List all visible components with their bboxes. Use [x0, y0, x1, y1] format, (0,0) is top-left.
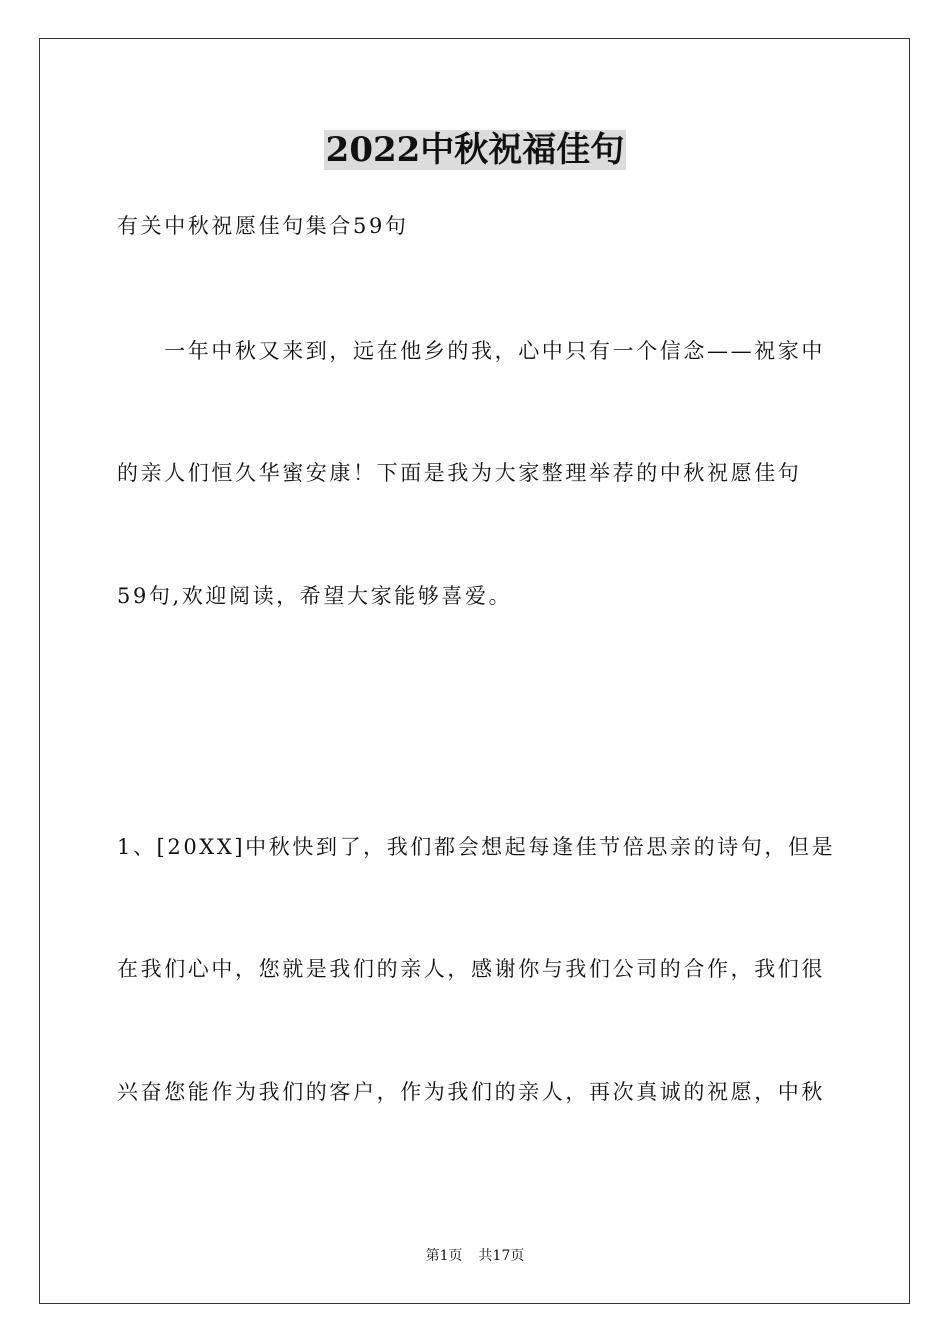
- body-line-3: 59句,欢迎阅读，希望大家能够喜爱。: [117, 584, 513, 608]
- subtitle-line: 有关中秋祝愿佳句集合59句: [117, 214, 409, 238]
- body-line-4: 1、[20XX]中秋快到了，我们都会想起每逢佳节倍思亲的诗句，但是: [117, 835, 836, 859]
- body-line-6: 兴奋您能作为我们的客户，作为我们的亲人，再次真诚的祝愿，中秋: [117, 1080, 825, 1104]
- page-number: 第1页: [425, 1248, 463, 1264]
- document-title-text: 2022中秋祝福佳句: [325, 130, 625, 170]
- page-footer: [0, 1246, 950, 1266]
- body-line-2: 的亲人们恒久华蜜安康！下面是我为大家整理举荐的中秋祝愿佳句: [117, 461, 802, 485]
- body-line-5: 在我们心中，您就是我们的亲人，感谢你与我们公司的合作，我们很: [117, 957, 825, 981]
- document-title: [0, 128, 950, 172]
- page-total: 共17页: [478, 1248, 525, 1264]
- body-line-1: 一年中秋又来到，远在他乡的我，心中只有一个信念——祝家中: [117, 339, 825, 363]
